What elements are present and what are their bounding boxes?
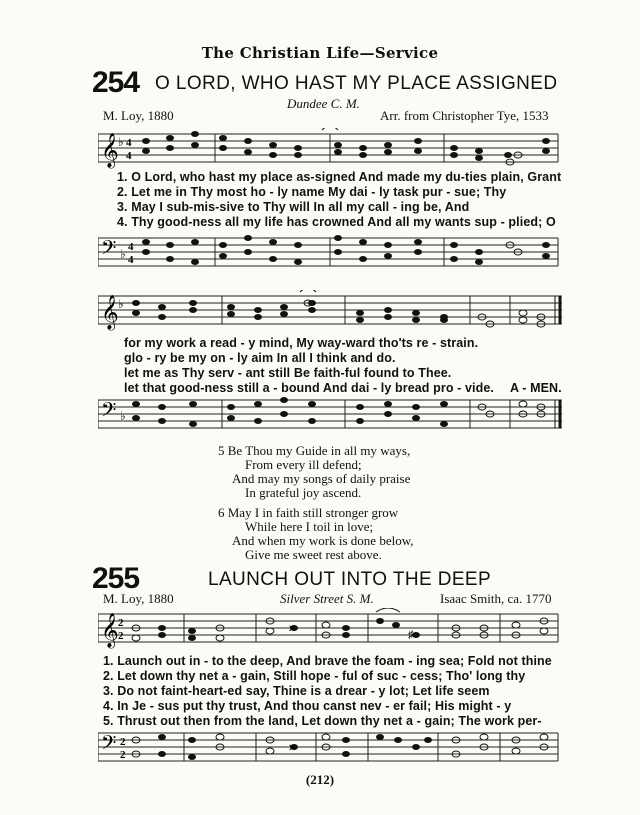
stanza6-line2: While here I toil in love; xyxy=(245,519,374,534)
lyric-255-v5: 5. Thrust out then from the land, Let down thy net a - gain; The work per- xyxy=(103,714,542,728)
svg-text:𝄢: 𝄢 xyxy=(101,398,117,426)
composer-255: Isaac Smith, ca. 1770 xyxy=(440,591,552,606)
svg-text:2: 2 xyxy=(120,736,126,748)
svg-text:♭: ♭ xyxy=(118,297,124,311)
svg-text:4: 4 xyxy=(126,150,132,162)
svg-text:𝄢: 𝄢 xyxy=(101,236,117,264)
hymn-title-255: LAUNCH OUT INTO THE DEEP xyxy=(208,569,492,590)
stanza5-line4: In grateful joy ascend. xyxy=(245,485,362,500)
section-heading: The Christian Life—Service xyxy=(201,44,439,62)
svg-text:4: 4 xyxy=(128,254,134,266)
tune-name-254: Dundee C. M. xyxy=(287,96,360,111)
staff-treble-254-1 xyxy=(98,128,560,172)
stanza6-line4: Give me sweet rest above. xyxy=(245,547,382,562)
lyric-254-2-v3: let me as Thy serv - ant still Be faith-ful found to Thee. xyxy=(124,366,452,380)
lyric-255-v1: 1. Launch out in - to the deep, And brave the foam - ing sea; Fold not thine xyxy=(103,654,552,668)
page-number: (212) xyxy=(305,772,335,787)
stanza6-line3: And when my work is done below, xyxy=(232,533,414,548)
svg-text:♭: ♭ xyxy=(118,135,124,149)
svg-text:♭: ♭ xyxy=(120,247,126,261)
hymn-number-255: 255 xyxy=(92,562,140,595)
svg-text:2: 2 xyxy=(118,617,124,629)
stanza5-line3: And may my songs of daily praise xyxy=(232,471,411,486)
lyric-254-1-v1: 1. O Lord, who hast my place as-signed And made my du-ties plain, Grant xyxy=(117,170,562,184)
lyric-255-v2: 2. Let down thy net a - gain, Still hope - ful of suc - cess; Tho' long thy xyxy=(103,669,526,683)
arranger-254: Arr. from Christopher Tye, 1533 xyxy=(380,108,549,123)
staff-bass-254-1 xyxy=(98,232,560,276)
svg-text:4: 4 xyxy=(128,241,134,253)
lyric-254-1-v4: 4. Thy good-ness all my life has crowned And all my wants sup - plied; O xyxy=(117,215,556,229)
staff-treble-254-2 xyxy=(98,290,568,334)
lyric-254-1-v2: 2. Let me in Thy most ho - ly name My dai - ly task pur - sue; Thy xyxy=(117,185,507,199)
lyric-254-2-v4: let that good-ness still a - bound And dai - ly bread pro - vide. xyxy=(124,381,494,395)
svg-text:✕: ✕ xyxy=(288,624,297,635)
svg-text:4: 4 xyxy=(126,137,132,149)
lyric-255-v4: 4. In Je - sus put thy trust, And thou canst nev - er fail; His might - y xyxy=(103,699,512,713)
svg-text:2: 2 xyxy=(120,749,126,761)
staff-bass-254-2 xyxy=(98,394,568,438)
lyric-255-v3: 3. Do not faint-heart-ed say, Thine is a drear - y lot; Let life seem xyxy=(103,684,490,698)
lyric-254-2-v2: glo - ry be my on - ly aim In all I think and do. xyxy=(124,351,396,365)
svg-text:𝄢: 𝄢 xyxy=(101,731,117,759)
stanza5-line2: From every ill defend; xyxy=(245,457,362,472)
svg-text:𝄞: 𝄞 xyxy=(101,133,119,168)
lyric-254-2-v1: for my work a read - y mind, My way-ward tho'ts re - strain. xyxy=(124,336,479,350)
svg-text:♯: ♯ xyxy=(408,629,414,641)
svg-text:♭: ♭ xyxy=(120,409,126,423)
author-254: M. Loy, 1880 xyxy=(103,108,174,123)
svg-text:2: 2 xyxy=(118,630,124,642)
stanza5-line1: 5 Be Thou my Guide in all my ways, xyxy=(218,443,411,458)
hymn-title-254: O LORD, WHO HAST MY PLACE ASSIGNED xyxy=(155,73,558,94)
lyric-254-1-v3: 3. May I sub-mis-sive to Thy will In all my call - ing be, And xyxy=(117,200,470,214)
svg-text:𝄞: 𝄞 xyxy=(101,295,119,330)
hymn-number-254: 254 xyxy=(92,66,140,99)
svg-text:✕: ✕ xyxy=(288,743,297,754)
tune-name-255: Silver Street S. M. xyxy=(280,591,374,606)
amen-label: A - MEN. xyxy=(510,381,562,395)
stanza6-line1: 6 May I in faith still stronger grow xyxy=(218,505,399,520)
staff-treble-255 xyxy=(98,608,560,652)
svg-text:𝄞: 𝄞 xyxy=(101,613,119,648)
author-255: M. Loy, 1880 xyxy=(103,591,174,606)
staff-bass-255 xyxy=(98,727,560,771)
